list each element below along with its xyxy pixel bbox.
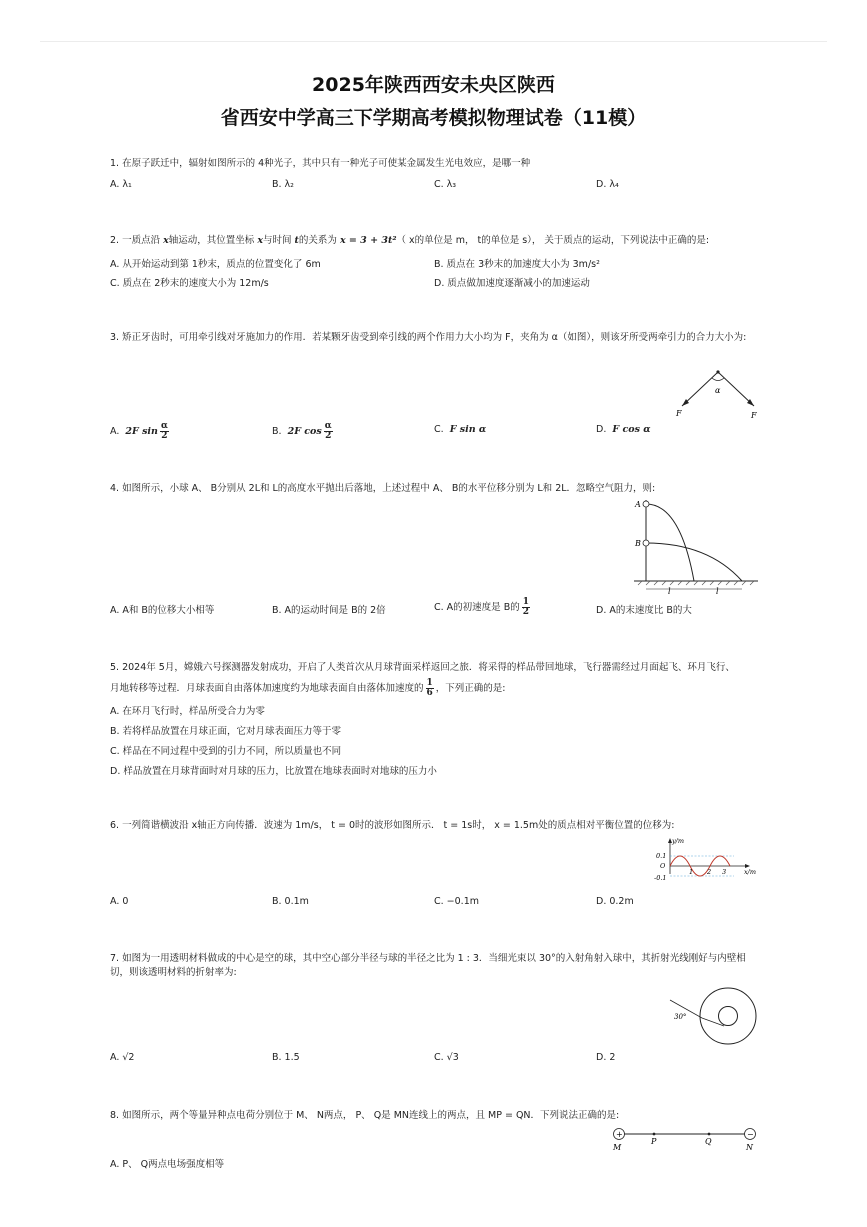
- q7-option-b[interactable]: B. 1.5: [272, 1052, 300, 1063]
- x-tick: 3: [722, 868, 727, 876]
- option-formula: F sin α: [449, 424, 487, 435]
- q1-option-d[interactable]: D. λ₄: [596, 179, 619, 190]
- angle-label: α: [715, 386, 721, 395]
- point-q: [708, 1133, 711, 1136]
- q7-figure: [668, 986, 764, 1046]
- q2-option-a[interactable]: A. 从开始运动到第 1秒末，质点的位置变化了 6m: [110, 259, 321, 270]
- y-label: y/m: [672, 837, 685, 845]
- q3-figure: [672, 366, 764, 420]
- q7-option-a[interactable]: A. √2: [110, 1052, 135, 1063]
- label-q: Q: [705, 1137, 712, 1146]
- page-title-line2: 省西安中学高三下学期高考模拟物理试卷（11模）: [220, 107, 647, 129]
- x-tick: 1: [689, 868, 694, 876]
- trajectory-a: [646, 504, 694, 581]
- ball-a: [643, 501, 649, 507]
- q2-stem-part: 2. 一质点沿: [110, 235, 164, 246]
- q5-option-a[interactable]: A. 在环月飞行时，样品所受合力为零: [110, 706, 265, 717]
- inner-hollow: [719, 1007, 738, 1026]
- q2-option-b[interactable]: B. 质点在 3秒末的加速度大小为 3m/s²: [434, 259, 600, 270]
- q3-option-b[interactable]: [272, 422, 335, 441]
- question-3-stem: 3. 矫正牙齿时，可用牵引线对牙施加力的作用．若某颗牙齿受到牵引线的两个作用力大小均为 F，夹角为 α（如图），则该牙所受两牵引力的合力大小为:: [110, 332, 747, 343]
- option-formula: 2F sin: [125, 426, 158, 437]
- dim-label-2: l: [716, 587, 719, 596]
- frac-den: 2: [161, 431, 168, 441]
- frac-num: α: [160, 421, 168, 431]
- label-b: B: [635, 539, 641, 548]
- q6-option-b[interactable]: B. 0.1m: [272, 896, 309, 907]
- outer-sphere: [700, 988, 756, 1044]
- stem-part: ，下列正确的是:: [435, 683, 506, 694]
- q6-option-a[interactable]: A. 0: [110, 896, 129, 907]
- option-letter: A.: [110, 426, 120, 437]
- ball-b: [643, 540, 649, 546]
- q2-var-x: x: [163, 235, 169, 246]
- option-letter: B.: [272, 426, 282, 437]
- q7-option-d[interactable]: D. 2: [596, 1052, 616, 1063]
- q4-figure: [632, 496, 762, 596]
- q1-option-b[interactable]: B. λ₂: [272, 179, 294, 190]
- q6-option-d[interactable]: D. 0.2m: [596, 896, 634, 907]
- q2-var-x: x: [257, 235, 263, 246]
- q4-option-c[interactable]: [434, 598, 532, 617]
- q8-figure: [608, 1124, 764, 1152]
- q3-option-a[interactable]: [110, 422, 171, 441]
- question-6-stem: 6. 一列简谐横波沿 x轴正方向传播．波速为 1m/s， t = 0时的波形如图所示． t = 1s时， x = 1.5m处的质点相对平衡位置的位移为:: [110, 820, 675, 831]
- ground-hatch: [638, 581, 754, 585]
- tooth-point: [716, 370, 719, 373]
- q2-stem-part: 的关系为: [298, 235, 340, 246]
- option-letter: C.: [434, 424, 444, 435]
- dim-label-1: l: [668, 587, 671, 596]
- option-formula: 2F cos: [287, 426, 322, 437]
- frac-num: 1: [522, 597, 529, 607]
- option-text: C. A的初速度是 B的: [434, 602, 520, 613]
- q7-option-c[interactable]: C. √3: [434, 1052, 459, 1063]
- frac-num: α: [324, 421, 332, 431]
- force-label-right: F: [751, 411, 757, 420]
- q5-option-d[interactable]: D. 样品放置在月球背面时对月球的压力，比放置在地球表面时对地球的压力小: [110, 766, 437, 777]
- angle-arc: [712, 378, 724, 381]
- fraction: [522, 598, 530, 617]
- trajectory-b: [646, 543, 742, 581]
- q2-stem-part: 与时间: [262, 235, 295, 246]
- y-tick-bottom: -0.1: [654, 874, 667, 882]
- force-label-left: F: [676, 409, 682, 418]
- question-5-stem-line1: 5. 2024年 5月，嫦娥六号探测器发射成功，开启了人类首次从月球背面采样返回之旅．将采得的样品带回地球，飞行器需经过月面起飞、环月飞行、: [110, 662, 735, 673]
- q5-option-c[interactable]: C. 样品在不同过程中受到的引力不同，所以质量也不同: [110, 746, 342, 757]
- x-label: x/m: [744, 868, 757, 876]
- header-divider: [40, 41, 827, 42]
- point-p: [653, 1133, 656, 1136]
- minus-sign: −: [747, 1130, 754, 1139]
- q2-stem-part: 轴运动，其位置坐标: [168, 235, 258, 246]
- q2-option-d[interactable]: D. 质点做加速度逐渐减小的加速运动: [434, 278, 590, 289]
- question-7-stem: 7. 如图为一用透明材料做成的中心是空的球，其中空心部分半径与球的半径之比为 1 : 3．当细光束以 30°的入射角射入球中，其折射光线刚好与内壁相切，则该透明材料的折射率为:: [110, 953, 746, 978]
- incident-angle-label: 30°: [674, 1013, 687, 1021]
- q6-option-c[interactable]: C. −0.1m: [434, 896, 479, 907]
- q4-option-a[interactable]: A. A和 B的位移大小相等: [110, 605, 215, 616]
- q5-option-b[interactable]: B. 若将样品放置在月球正面，它对月球表面压力等于零: [110, 726, 342, 737]
- label-a: A: [635, 500, 641, 509]
- q2-stem-part: （ x的单位是 m， t的单位是 s）， 关于质点的运动，下列说法中正确的是:: [396, 235, 710, 246]
- origin-label: O: [660, 862, 666, 870]
- q2-var-t: t: [294, 235, 299, 246]
- q2-formula: x = 3 + 3t²: [339, 235, 397, 246]
- question-4-stem: 4. 如图所示，小球 A、 B分别从 2L和 L的高度水平抛出后落地，上述过程中 A、 B的水平位移分别为 L和 2L．忽略空气阻力，则:: [110, 483, 656, 494]
- q3-option-d[interactable]: [596, 424, 651, 435]
- stem-part: 月地转移等过程．月球表面自由落体加速度约为地球表面自由落体加速度的: [110, 683, 424, 694]
- option-formula: F cos α: [612, 424, 651, 435]
- frac-den: 2: [522, 607, 529, 617]
- question-5-stem-line2: [110, 679, 505, 698]
- fraction: [324, 422, 333, 441]
- q1-option-a[interactable]: A. λ₁: [110, 179, 132, 190]
- q2-option-c[interactable]: C. 质点在 2秒末的速度大小为 12m/s: [110, 278, 269, 289]
- x-tick: 2: [707, 868, 712, 876]
- frac-den: 2: [325, 431, 332, 441]
- label-m: M: [613, 1143, 622, 1152]
- label-n: N: [746, 1143, 753, 1152]
- q6-wave-figure: [654, 836, 762, 888]
- fraction: [426, 679, 434, 698]
- frac-num: 1: [426, 678, 433, 688]
- q1-option-c[interactable]: C. λ₃: [434, 179, 457, 190]
- option-letter: D.: [596, 424, 607, 435]
- y-tick-top: 0.1: [656, 852, 667, 860]
- plus-sign: +: [616, 1130, 623, 1139]
- frac-den: 6: [426, 688, 433, 698]
- q8-option-a[interactable]: A. P、 Q两点电场强度相等: [110, 1159, 225, 1170]
- page-title-line1: 2025年陕西西安未央区陕西: [312, 74, 555, 96]
- question-8-stem: 8. 如图所示，两个等量异种点电荷分别位于 M、 N两点， P、 Q是 MN连线上的两点，且 MP = QN．下列说法正确的是:: [110, 1110, 620, 1121]
- fraction: [160, 422, 169, 441]
- label-p: P: [651, 1137, 657, 1146]
- question-1-stem: 1. 在原子跃迁中，辐射如图所示的 4种光子，其中只有一种光子可使某金属发生光电效应，是哪一种: [110, 158, 531, 169]
- q4-option-b[interactable]: B. A的运动时间是 B的 2倍: [272, 605, 386, 616]
- question-2-stem: [110, 234, 709, 248]
- q4-option-d[interactable]: D. A的末速度比 B的大: [596, 605, 692, 616]
- q3-option-c[interactable]: [434, 424, 486, 435]
